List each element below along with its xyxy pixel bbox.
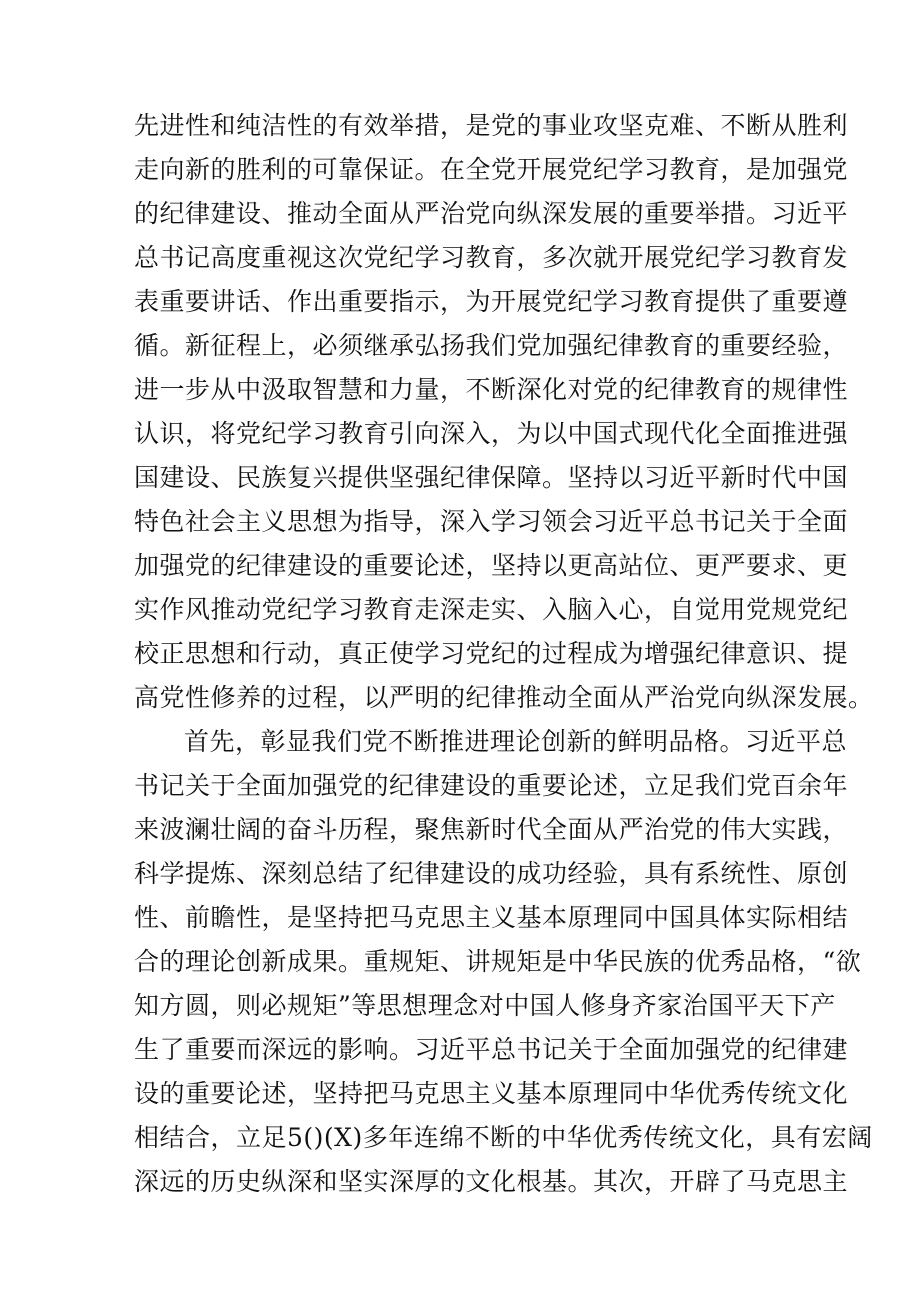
text-line: 设的重要论述，坚持把马克思主义基本原理同中华优秀传统文化 xyxy=(134,1079,849,1108)
text-line: 知方圆，则必规矩”等思想理念对中国人修身齐家治国平天下产 xyxy=(134,991,836,1020)
text-line: 合的理论创新成果。重规矩、讲规矩是中华民族的优秀品格，“欲 xyxy=(134,947,862,976)
paragraph xyxy=(134,104,874,720)
text-line: 认识，将党纪学习教育引向深入，为以中国式现代化全面推进强 xyxy=(134,419,849,448)
text-line: 先进性和纯洁性的有效举措，是党的事业攻坚克难、不断从胜利 xyxy=(134,111,849,140)
text-line: 相结合，立足5()(X)多年连绵不断的中华优秀传统文化，具有宏阔 xyxy=(134,1123,873,1152)
text-line: 书记关于全面加强党的纪律建设的重要论述，立足我们党百余年 xyxy=(134,771,849,800)
text-line: 特色社会主义思想为指导，深入学习领会习近平总书记关于全面 xyxy=(134,507,849,536)
text-line: 校正思想和行动，真正使学习党纪的过程成为增强纪律意识、提 xyxy=(134,639,849,668)
text-line: 循。新征程上，必须继承弘扬我们党加强纪律教育的重要经验， xyxy=(134,331,849,360)
text-line: 总书记高度重视这次党纪学习教育，多次就开展党纪学习教育发 xyxy=(134,243,849,272)
text-line: 首先，彰显我们党不断推进理论创新的鲜明品格。习近平总 xyxy=(184,727,848,756)
document-body xyxy=(134,104,874,1204)
text-line: 走向新的胜利的可靠保证。在全党开展党纪学习教育，是加强党 xyxy=(134,155,849,184)
text-line: 性、前瞻性，是坚持把马克思主义基本原理同中国具体实际相结 xyxy=(134,903,849,932)
text-line: 的纪律建设、推动全面从严治党向纵深发展的重要举措。习近平 xyxy=(134,199,849,228)
text-line: 进一步从中汲取智慧和力量，不断深化对党的纪律教育的规律性 xyxy=(134,375,849,404)
text-line: 实作风推动党纪学习教育走深走实、入脑入心，自觉用党规党纪 xyxy=(134,595,849,624)
text-line: 国建设、民族复兴提供坚强纪律保障。坚持以习近平新时代中国 xyxy=(134,463,849,492)
text-line: 来波澜壮阔的奋斗历程，聚焦新时代全面从严治党的伟大实践， xyxy=(134,815,849,844)
text-line: 生了重要而深远的影响。习近平总书记关于全面加强党的纪律建 xyxy=(134,1035,849,1064)
text-line: 表重要讲话、作出重要指示，为开展党纪学习教育提供了重要遵 xyxy=(134,287,849,316)
text-line: 加强党的纪律建设的重要论述，坚持以更高站位、更严要求、更 xyxy=(134,551,849,580)
text-line: 高党性修养的过程，以严明的纪律推动全面从严治党向纵深发展。 xyxy=(134,683,874,712)
text-line: 深远的历史纵深和坚实深厚的文化根基。其次，开辟了马克思主 xyxy=(134,1167,849,1196)
text-line: 科学提炼、深刻总结了纪律建设的成功经验，具有系统性、原创 xyxy=(134,859,849,888)
paragraph xyxy=(134,720,873,1204)
